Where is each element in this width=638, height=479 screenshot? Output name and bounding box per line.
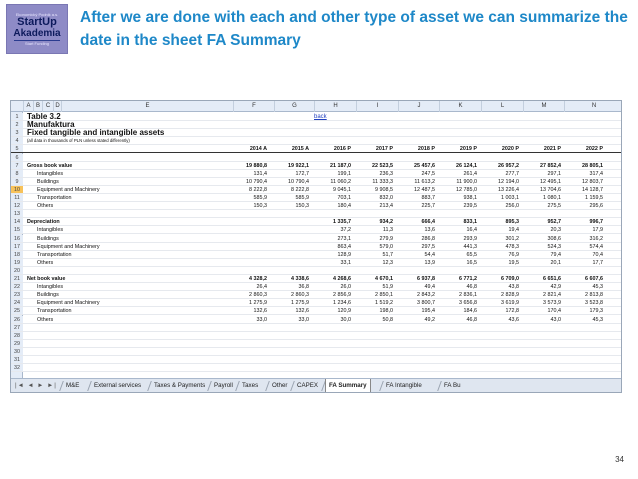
sheet-row-32 [11,364,621,372]
cell-value[interactable]: 833,1 [463,219,477,226]
sheet-row-8 [11,170,621,178]
row-number[interactable]: 21 [11,275,23,282]
cell-value[interactable]: 4 338,6 [291,276,309,282]
back-link[interactable]: back [314,114,327,120]
column-header-c[interactable]: C [42,101,53,112]
column-header-e[interactable]: E [61,101,233,112]
logo-bottom-text: Start Funding [24,41,49,46]
row-number[interactable]: 16 [11,235,23,242]
cell-value[interactable]: 17,9 [592,227,603,234]
column-header-g[interactable]: G [274,101,314,112]
row-number[interactable]: 22 [11,283,23,290]
sheet-row-3 [11,129,621,137]
sheet-row-25 [11,307,621,315]
cell-value[interactable]: 11 060,2 [330,178,351,185]
cell-value[interactable]: 36,8 [298,284,309,291]
cell-value[interactable]: 2 828,9 [501,292,519,299]
row-number[interactable]: 25 [11,307,23,314]
column-header-f[interactable]: F [233,101,274,112]
cell-value[interactable]: 12 785,0 [456,186,477,193]
cell-value[interactable]: 12 487,5 [414,186,435,193]
row-number[interactable]: 15 [11,226,23,233]
cell-value[interactable]: 49,4 [424,284,435,291]
cell-value[interactable]: 256,0 [505,203,519,210]
cell-value[interactable]: 4 670,1 [375,276,393,282]
row-number[interactable]: 32 [11,364,23,371]
cell-value[interactable]: 247,5 [421,170,435,177]
cell-value[interactable]: 2021 P [543,146,561,153]
cell-value[interactable]: 9 045,1 [333,186,351,193]
cell-value[interactable]: 70,4 [592,251,603,258]
cell-value[interactable]: 4 328,2 [249,276,267,282]
sheet-row-10 [11,186,621,194]
row-number[interactable]: 10 [11,186,23,193]
cell-value[interactable]: 28 805,1 [582,162,603,169]
cell-value[interactable]: 17,7 [592,259,603,266]
units-note: (all data in thousands of PLN unless stated differently) [27,138,130,144]
cell-value[interactable]: 6 937,8 [417,276,435,282]
cell-value[interactable]: 43,8 [508,284,519,291]
row-number[interactable]: 29 [11,340,23,347]
cell-value[interactable]: 25 457,6 [414,162,435,169]
cell-value[interactable]: 6 771,2 [459,276,477,282]
sheet-row-31 [11,356,621,364]
item-label: Transportation [37,251,72,258]
cell-value[interactable]: 8 222,8 [291,186,309,193]
cell-value[interactable]: 478,3 [505,243,519,250]
cell-value[interactable]: 261,4 [463,170,477,177]
cell-value[interactable]: 10 790,4 [288,178,309,185]
row-number[interactable]: 4 [11,137,23,144]
cell-value[interactable]: 2 850,1 [375,292,393,299]
cell-value[interactable]: 8 222,8 [249,186,267,193]
cell-value[interactable]: 26 957,2 [498,162,519,169]
tab-external-services[interactable]: External services [94,382,142,389]
cell-value[interactable]: 952,7 [547,219,561,226]
cell-value[interactable]: 239,5 [463,203,477,210]
cell-value[interactable]: 308,6 [547,235,561,242]
block-title: Gross book value [27,162,73,169]
cell-value[interactable]: 49,2 [424,316,435,323]
cell-value[interactable]: 37,2 [340,227,351,234]
cell-value[interactable]: 2 860,3 [249,292,267,299]
spreadsheet-window [10,100,622,393]
column-header-k[interactable]: K [439,101,481,112]
cell-value[interactable]: 19,5 [508,259,519,266]
row-number[interactable]: 18 [11,251,23,258]
column-header-bar [11,101,621,112]
row-number[interactable]: 14 [11,218,23,225]
tab-taxes[interactable]: Taxes [242,382,259,389]
cell-value[interactable]: 832,0 [379,195,393,201]
cell-value[interactable]: 996,7 [589,219,603,226]
sheet-row-27 [11,324,621,332]
startup-akademia-logo [6,4,68,54]
page-number: 34 [615,455,624,464]
sheet-row-24 [11,299,621,307]
row-number[interactable]: 5 [11,145,23,152]
cell-value[interactable]: 45,3 [592,316,603,323]
cell-value[interactable]: 199,1 [337,170,351,177]
sheet-row-1 [11,113,621,121]
row-number[interactable]: 7 [11,162,23,169]
tab-payroll[interactable]: Payroll [214,382,233,389]
cell-value[interactable]: 1 519,2 [375,300,393,307]
sheet-row-7 [11,162,621,170]
cell-value[interactable]: 703,1 [337,195,351,201]
sheet-row-13 [11,210,621,218]
cell-value[interactable]: 46,8 [466,284,477,291]
tab-fa-summary[interactable]: FA Summary [325,379,371,392]
cell-value[interactable]: 1 275,9 [291,300,309,307]
row-number[interactable]: 12 [11,202,23,209]
column-header-a[interactable]: A [23,101,33,112]
row-number[interactable]: 3 [11,129,23,136]
cell-value[interactable]: 1 080,1 [543,195,561,201]
cell-value[interactable]: 2 856,9 [333,292,351,299]
sheet-row-9 [11,178,621,186]
cell-value[interactable]: 236,3 [379,170,393,177]
cell-value[interactable]: 14 128,7 [582,186,603,193]
cell-value[interactable]: 4 268,6 [333,276,351,282]
row-number[interactable]: 30 [11,348,23,355]
row-number[interactable]: 19 [11,259,23,266]
cell-value[interactable]: 1 234,6 [333,300,351,307]
column-header-j[interactable]: J [398,101,439,112]
cell-value[interactable]: 2 813,8 [585,292,603,299]
column-header-i[interactable]: I [356,101,398,112]
cell-value[interactable]: 938,1 [463,195,477,201]
row-number[interactable]: 13 [11,210,23,217]
cell-value[interactable]: 19,4 [508,227,519,234]
row-number[interactable]: 24 [11,299,23,306]
table-title: Fixed tangible and intangible assets [27,128,165,138]
cell-value[interactable]: 3 656,8 [459,300,477,307]
sheet-row-4 [11,137,621,145]
cell-value[interactable]: 79,4 [550,251,561,258]
tab-nav-arrows[interactable]: |◄ ◄ ► ►| [15,382,57,389]
block-title: Net book value [27,276,66,282]
column-header-h[interactable]: H [314,101,356,112]
cell-value[interactable]: 883,7 [421,195,435,201]
item-label: Transportation [37,308,72,315]
logo-line1: StartUp [17,16,57,28]
cell-value[interactable]: 20,3 [550,227,561,234]
cell-value[interactable]: 3 573,9 [543,300,561,307]
cell-value[interactable]: 1 003,1 [501,195,519,201]
row-number[interactable]: 2 [11,121,23,128]
cell-value[interactable]: 574,4 [589,243,603,250]
item-label: Others [37,316,54,323]
cell-value[interactable]: 2014 A [249,146,267,153]
tab-m-e[interactable]: M&E [66,382,80,389]
cell-value[interactable]: 19 922,1 [288,162,309,169]
cell-value[interactable]: 2020 P [501,146,519,153]
cell-value[interactable]: 3 800,7 [417,300,435,307]
sheet-tab-bar [11,378,621,392]
logo-line2: Akademia [13,28,61,39]
cell-value[interactable]: 585,9 [253,195,267,201]
item-label: Intangibles [37,284,64,291]
cell-value[interactable]: 1 159,5 [585,195,603,201]
cell-value[interactable]: 179,3 [589,308,603,315]
cell-value[interactable]: 51,7 [382,251,393,258]
company-name: Manufaktura [27,120,75,130]
slide-title: After we are done with each and other type of asset we can summarize the date in the sheet FA Summary [80,9,628,49]
sheet-row-29 [11,340,621,348]
tab-fa-intangible[interactable]: FA Intangible [386,382,422,389]
cell-value[interactable]: 33,0 [298,316,309,323]
cell-value[interactable]: 12,3 [382,259,393,266]
cell-value[interactable]: 13 226,4 [498,186,519,193]
cell-value[interactable]: 27 852,4 [540,162,561,169]
tab-fa-bu[interactable]: FA Bu [444,382,461,389]
cell-value[interactable]: 22 523,5 [372,162,393,169]
cell-value[interactable]: 21 187,0 [330,162,351,169]
sheet-row-20 [11,267,621,275]
cell-value[interactable]: 275,5 [547,203,561,210]
cell-value[interactable]: 6 709,0 [501,276,519,282]
sheet-row-6 [11,154,621,162]
cell-value[interactable]: 441,3 [463,243,477,250]
cell-value[interactable]: 2 821,4 [543,292,561,299]
column-header-n[interactable]: N [564,101,622,112]
cell-value[interactable]: 11,3 [382,227,393,234]
cell-value[interactable]: 65,5 [466,251,477,258]
cell-value[interactable]: 3 619,9 [501,300,519,307]
sheet-row-18 [11,251,621,259]
cell-value[interactable]: 76,9 [508,251,519,258]
cell-value[interactable]: 3 523,8 [585,300,603,307]
cell-value[interactable]: 317,4 [589,170,603,177]
column-header-d[interactable]: D [53,101,61,112]
cell-value[interactable]: 2 843,2 [417,292,435,299]
row-number[interactable]: 23 [11,291,23,298]
cell-value[interactable]: 273,1 [337,235,351,242]
cell-value[interactable]: 863,4 [337,243,351,250]
column-header-b[interactable]: B [33,101,42,112]
cell-value[interactable]: 9 908,5 [375,186,393,193]
cell-value[interactable]: 213,4 [379,203,393,210]
cell-value[interactable]: 195,4 [421,308,435,315]
item-label: Buildings [37,235,59,242]
item-label: Buildings [37,292,59,299]
cell-value[interactable]: 579,0 [379,243,393,250]
row-number[interactable]: 1 [11,113,23,120]
cell-value[interactable]: 180,4 [337,203,351,210]
cell-value[interactable]: 2017 P [375,146,393,153]
cell-value[interactable]: 13 704,6 [540,186,561,193]
item-label: Transportation [37,195,72,201]
cell-value[interactable]: 120,9 [337,308,351,315]
cell-value[interactable]: 1 275,9 [249,300,267,307]
cell-value[interactable]: 6 651,6 [543,276,561,282]
cell-value[interactable]: 12 803,7 [582,178,603,185]
cell-value[interactable]: 150,3 [295,203,309,210]
cell-value[interactable]: 295,6 [589,203,603,210]
row-number[interactable]: 9 [11,178,23,185]
row-number[interactable]: 26 [11,316,23,323]
sheet-row-22 [11,283,621,291]
cell-value[interactable]: 2022 P [585,146,603,153]
row-number[interactable]: 6 [11,154,23,161]
sheet-row-11 [11,194,621,202]
cell-value[interactable]: 895,3 [505,219,519,226]
cell-value[interactable]: 12 194,0 [498,178,519,185]
sheet-row-5 [11,145,621,153]
cell-value[interactable]: 43,0 [550,316,561,323]
table-number-title: Table 3.2 [27,112,61,121]
cell-value[interactable]: 184,6 [463,308,477,315]
cell-value[interactable]: 2015 A [291,146,309,153]
cell-value[interactable]: 50,8 [382,316,393,323]
cell-value[interactable]: 524,3 [547,243,561,250]
logo-top-text: Ekonomický Podnik a.s. [15,12,59,17]
column-header-l[interactable]: L [481,101,523,112]
tab-other[interactable]: Other [272,382,288,389]
column-header-m[interactable]: M [523,101,564,112]
cell-value[interactable]: 150,3 [253,203,267,210]
cell-value[interactable]: 132,6 [295,308,309,315]
cell-value[interactable]: 26,4 [256,284,267,291]
cell-value[interactable]: 45,3 [592,284,603,291]
block-title: Depreciation [27,219,60,226]
cell-value[interactable]: 43,6 [508,316,519,323]
cell-value[interactable]: 2 836,1 [459,292,477,299]
cell-value[interactable]: 16,5 [466,259,477,266]
sheet-row-17 [11,243,621,251]
cell-value[interactable]: 33,1 [340,259,351,266]
cell-value[interactable]: 132,6 [253,308,267,315]
cell-value[interactable]: 279,9 [379,235,393,242]
cell-value[interactable]: 131,4 [253,170,267,177]
cell-value[interactable]: 297,5 [421,243,435,250]
cell-value[interactable]: 2 860,3 [291,292,309,299]
sheet-row-23 [11,291,621,299]
cell-value[interactable]: 26,0 [340,284,351,291]
item-label: Equipment and Machinery [37,186,100,193]
row-number[interactable]: 8 [11,170,23,177]
cell-value[interactable]: 225,7 [421,203,435,210]
cell-value[interactable]: 11 613,2 [414,178,435,185]
cell-value[interactable]: 128,9 [337,251,351,258]
tab-taxes-payments[interactable]: Taxes & Payments [154,382,206,389]
cell-value[interactable]: 42,9 [550,284,561,291]
cell-value[interactable]: 172,8 [505,308,519,315]
cell-value[interactable]: 12 495,1 [540,178,561,185]
cell-value[interactable]: 316,2 [589,235,603,242]
item-label: Intangibles [37,170,64,177]
sheet-row-14 [11,218,621,226]
cell-value[interactable]: 286,8 [421,235,435,242]
item-label: Others [37,259,54,266]
sheet-row-30 [11,348,621,356]
cell-value[interactable]: 51,9 [382,284,393,291]
cell-value[interactable]: 172,7 [295,170,309,177]
cell-value[interactable]: 277,7 [505,170,519,177]
cell-value[interactable]: 11 900,0 [456,178,477,185]
cell-value[interactable]: 1 335,7 [333,219,351,226]
cell-value[interactable]: 54,4 [424,251,435,258]
item-label: Others [37,203,54,210]
sheet-row-12 [11,202,621,210]
cell-value[interactable]: 293,9 [463,235,477,242]
sheet-row-16 [11,235,621,243]
cell-value[interactable]: 26 124,1 [456,162,477,169]
cell-value[interactable]: 16,4 [466,227,477,234]
cell-value[interactable]: 198,0 [379,308,393,315]
cell-value[interactable]: 19 880,8 [246,162,267,169]
cell-value[interactable]: 666,4 [421,219,435,226]
cell-value[interactable]: 301,2 [505,235,519,242]
cell-value[interactable]: 170,4 [547,308,561,315]
cell-value[interactable]: 10 790,4 [246,178,267,185]
sheet-row-28 [11,332,621,340]
cell-value[interactable]: 6 607,6 [585,276,603,282]
item-label: Buildings [37,178,59,185]
cell-value[interactable]: 33,0 [256,316,267,323]
sheet-row-26 [11,316,621,324]
cell-value[interactable]: 2019 P [459,146,477,153]
cell-value[interactable]: 297,1 [547,170,561,177]
row-number[interactable]: 31 [11,356,23,363]
cell-value[interactable]: 30,0 [340,316,351,323]
cell-value[interactable]: 13,9 [424,259,435,266]
cell-value[interactable]: 2016 P [333,146,351,153]
cell-value[interactable]: 11 333,3 [372,178,393,185]
item-label: Equipment and Machinery [37,243,100,250]
item-label: Equipment and Machinery [37,300,100,307]
tab-capex[interactable]: CAPEX [297,382,318,389]
row-number[interactable]: 17 [11,243,23,250]
row-number[interactable]: 27 [11,324,23,331]
cell-value[interactable]: 46,8 [466,316,477,323]
sheet-row-15 [11,226,621,234]
sheet-row-21 [11,275,621,283]
cell-value[interactable]: 13,6 [424,227,435,234]
row-number[interactable]: 20 [11,267,23,274]
sheet-row-19 [11,259,621,267]
cell-value[interactable]: 585,9 [295,195,309,201]
cell-value[interactable]: 2018 P [417,146,435,153]
item-label: Intangibles [37,227,64,234]
cell-value[interactable]: 934,2 [379,219,393,226]
cell-value[interactable]: 20,1 [550,259,561,266]
row-number[interactable]: 11 [11,194,23,201]
row-number[interactable]: 28 [11,332,23,339]
